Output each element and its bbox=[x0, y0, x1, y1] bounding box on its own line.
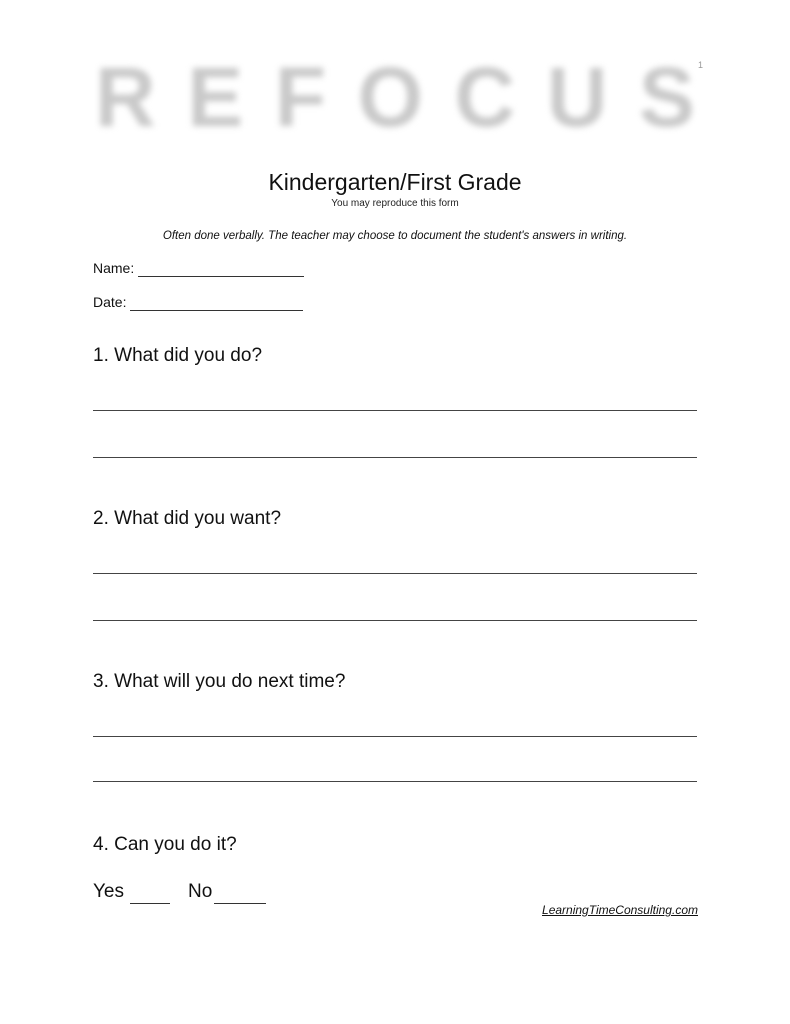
date-field[interactable] bbox=[93, 293, 303, 311]
question-2 bbox=[93, 507, 281, 531]
logo-wordmark bbox=[95, 52, 695, 142]
page-subtitle: You may reproduce this form bbox=[331, 198, 459, 209]
answer-line-1b[interactable] bbox=[93, 457, 697, 458]
question-text: What will you do next time? bbox=[114, 671, 346, 692]
question-number: 3. bbox=[93, 671, 109, 692]
question-1 bbox=[93, 344, 262, 368]
answer-line-2b[interactable] bbox=[93, 620, 697, 621]
logo-letter: S bbox=[638, 50, 695, 144]
question-3 bbox=[93, 670, 345, 694]
no-label: No bbox=[188, 881, 213, 902]
logo-letter: E bbox=[187, 50, 244, 144]
question-text: Can you do it? bbox=[114, 834, 237, 855]
date-blank[interactable] bbox=[130, 296, 303, 311]
logo-letter: C bbox=[454, 50, 516, 144]
website-link[interactable]: LearningTimeConsulting.com bbox=[542, 903, 698, 917]
question-text: What did you do? bbox=[114, 345, 263, 366]
yes-no-answer bbox=[93, 880, 266, 904]
question-4 bbox=[93, 833, 237, 857]
question-number: 2. bbox=[93, 508, 109, 529]
question-number: 1. bbox=[93, 345, 109, 366]
logo-letter: F bbox=[274, 50, 327, 144]
logo-letter: R bbox=[95, 50, 156, 144]
logo-letter: U bbox=[546, 50, 608, 144]
question-text: What did you want? bbox=[114, 508, 282, 529]
question-number: 4. bbox=[93, 834, 109, 855]
refocus-logo bbox=[95, 52, 705, 142]
answer-line-2a[interactable] bbox=[93, 573, 697, 574]
answer-line-1a[interactable] bbox=[93, 410, 697, 411]
date-label: Date: bbox=[93, 294, 127, 310]
name-field[interactable] bbox=[93, 259, 304, 277]
instruction-text: Often done verbally. The teacher may choose to document the student's answers in writing. bbox=[162, 230, 628, 242]
page-title: Kindergarten/First Grade bbox=[268, 169, 522, 195]
logo-letter: O bbox=[357, 50, 423, 144]
yes-label: Yes bbox=[93, 881, 124, 902]
yes-blank[interactable] bbox=[130, 885, 170, 904]
name-blank[interactable] bbox=[138, 262, 304, 277]
answer-line-3a[interactable] bbox=[93, 736, 697, 737]
answer-line-3b[interactable] bbox=[93, 781, 697, 782]
no-blank[interactable] bbox=[214, 885, 266, 904]
logo-superscript: 1 bbox=[698, 60, 704, 70]
name-label: Name: bbox=[93, 260, 135, 276]
